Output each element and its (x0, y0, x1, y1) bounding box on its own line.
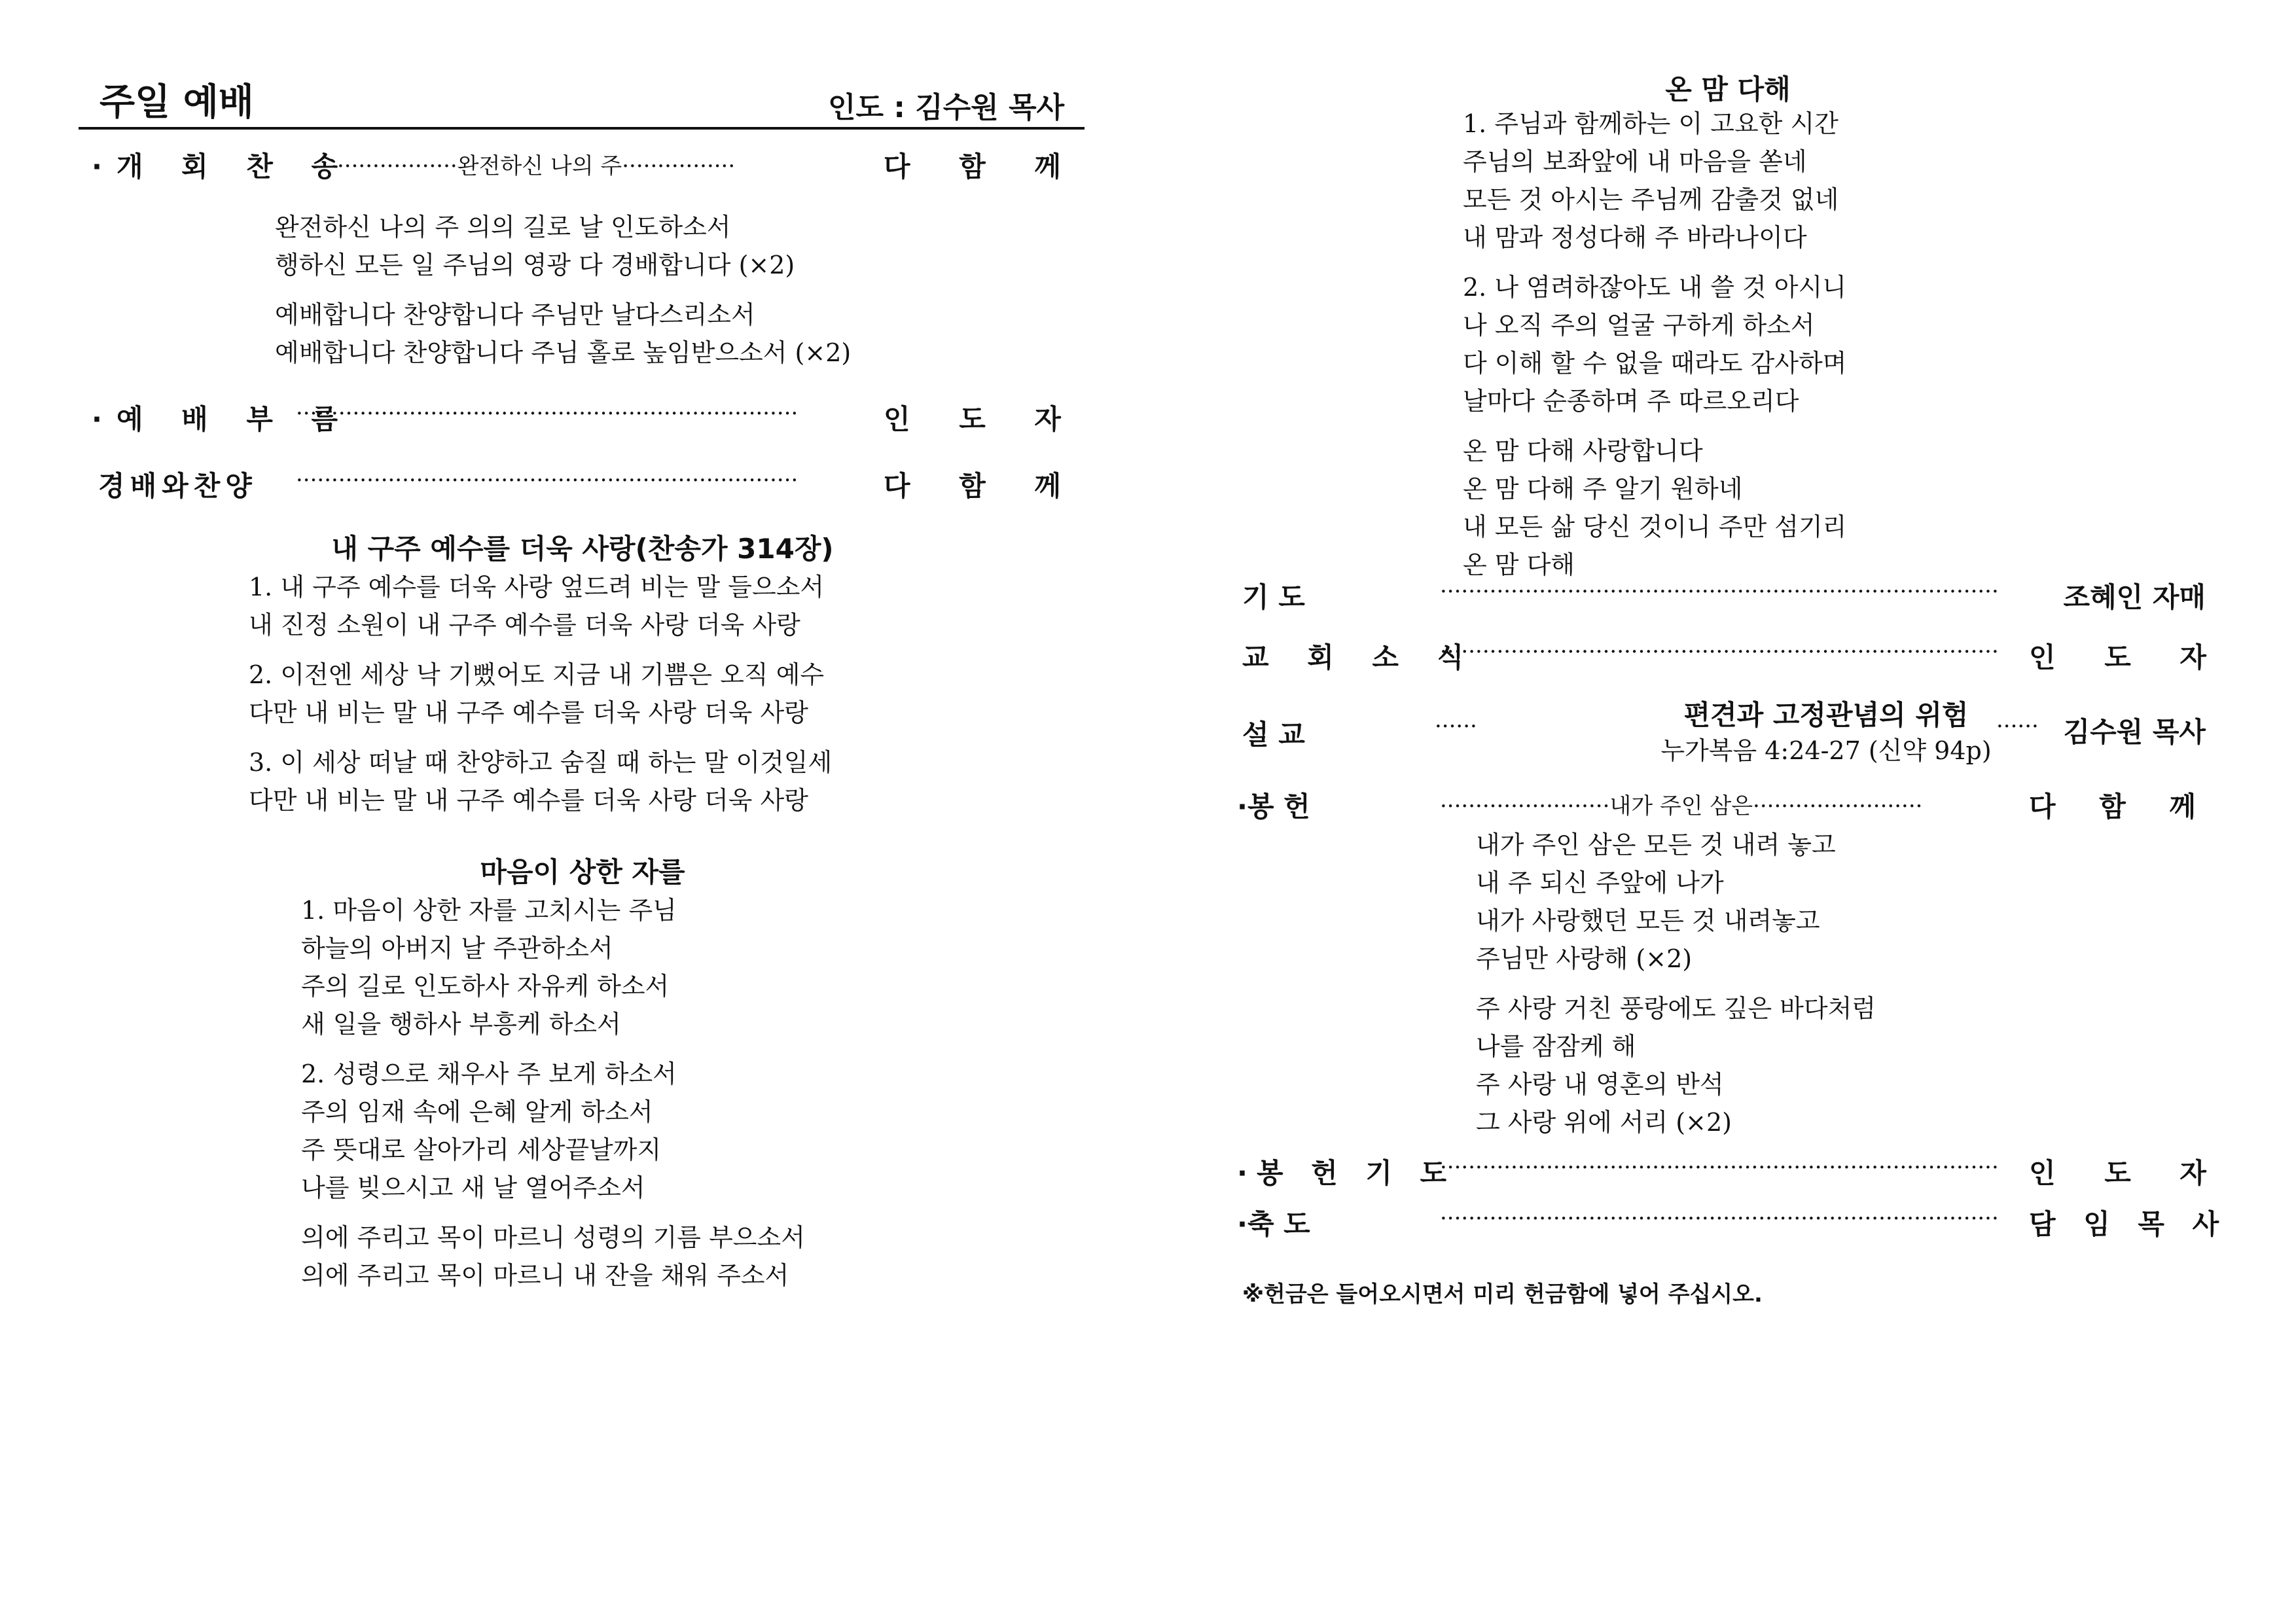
lyric-line: 나를 빚으시고 새 날 열어주소서 (301, 1173, 645, 1202)
prayer-label: 기 도 (1242, 581, 1305, 613)
song3-lyrics (1463, 105, 1846, 584)
song3-title: 온 맘 다해 (1665, 73, 1791, 105)
lyric-line: 다만 내 비는 말 내 구주 예수를 더욱 사랑 더욱 사랑 (249, 786, 808, 815)
benediction-label: ·축 도 (1237, 1208, 1310, 1240)
lyric-line: 주님만 사랑해 (×2) (1476, 944, 1693, 973)
sermon-label: 설 교 (1242, 719, 1305, 751)
lyric-line: 내 진정 소원이 내 구주 예수를 더욱 사랑 더욱 사랑 (249, 611, 800, 639)
praise-dots: ······································································· (296, 467, 798, 493)
sermon-dots-right: ······ (1996, 713, 2039, 740)
lyric-line: 하늘의 아버지 날 주관하소서 (301, 934, 613, 963)
lyric-line: 나 오직 주의 얼굴 구하게 하소서 (1463, 311, 1815, 340)
announcements-dots: ··············································································· (1440, 639, 1999, 665)
announcements-label: 교 회 소 식 (1242, 641, 1479, 673)
lyric-line: 1. 내 구주 예수를 더욱 사랑 엎드려 비는 말 들으소서 (249, 573, 825, 601)
opening-hymn-label: ·개 회 찬 송 (92, 151, 353, 183)
page-title: 주일 예배 (99, 81, 254, 124)
lyric-line: 내 모든 삶 당신 것이니 주만 섬기리 (1463, 512, 1847, 541)
praise-who: 다 함 께 (884, 470, 1081, 502)
lyric-line: 주 사랑 내 영혼의 반석 (1476, 1070, 1724, 1099)
lyric-line: 주의 임재 속에 은혜 알게 하소서 (301, 1097, 653, 1126)
offering-prayer-dots: ··············································································· (1440, 1154, 1999, 1181)
opening-hymn-who: 다 함 께 (884, 151, 1081, 183)
song1-title: 내 구주 예수를 더욱 사랑(찬송가 314장) (331, 533, 834, 565)
lyric-line: 주 사랑 거친 풍랑에도 깊은 바다처럼 (1476, 994, 1876, 1023)
benediction-who: 담 임 목 사 (2029, 1208, 2229, 1240)
benediction-dots: ··············································································· (1440, 1205, 1999, 1232)
offering-lyrics (1476, 826, 1876, 1141)
lyric-line: 모든 것 아시는 주님께 감출것 없네 (1463, 185, 1839, 214)
lyric-line: 2. 이전엔 세상 낙 기뻤어도 지금 내 기쁨은 오직 예수 (249, 660, 825, 689)
lyric-line: 예배합니다 찬양합니다 주님만 날다스리소서 (275, 300, 755, 329)
lyric-line: 예배합니다 찬양합니다 주님 홀로 높임받으소서 (×2) (275, 338, 852, 367)
prayer-who: 조혜인 자매 (2063, 581, 2206, 613)
offering-song: ························내가 주인 삼은························ (1440, 793, 1923, 819)
sermon-dots-left: ······ (1435, 713, 1477, 740)
opening-hymn-song: ·················완전하신 나의 주················ (337, 153, 736, 179)
lyric-line: 주의 길로 인도하사 자유케 하소서 (301, 972, 670, 1001)
lyric-line: 새 일을 행하사 부흥케 하소서 (301, 1010, 621, 1039)
offering-who: 다 함 께 (2029, 791, 2213, 823)
lyric-line: 내 주 되신 주앞에 나가 (1476, 868, 1724, 897)
worship-leader: 인도 : 김수원 목사 (828, 91, 1065, 124)
call-to-worship-dots: ······································································· (296, 401, 798, 427)
lyric-line: 주님의 보좌앞에 내 마음을 쏟네 (1463, 147, 1807, 176)
song2-lyrics (301, 891, 805, 1294)
sermon-title: 편견과 고정관념의 위험 (1683, 699, 1969, 731)
lyric-line: 내 맘과 정성다해 주 바라나이다 (1463, 223, 1807, 252)
lyric-line: 2. 나 염려하잖아도 내 쓸 것 아시니 (1463, 273, 1846, 302)
lyric-line: 주 뜻대로 살아가리 세상끝날까지 (301, 1135, 662, 1164)
lyric-line: 다만 내 비는 말 내 구주 예수를 더욱 사랑 더욱 사랑 (249, 698, 808, 727)
prayer-dots: ··············································································· (1440, 579, 1999, 605)
lyric-line: 1. 주님과 함께하는 이 고요한 시간 (1463, 109, 1839, 138)
lyric-line: 온 맘 다해 주 알기 원하네 (1463, 474, 1743, 503)
lyric-line: 1. 마음이 상한 자를 고치시는 주님 (301, 896, 677, 925)
lyric-line: 3. 이 세상 떠날 때 찬양하고 숨질 때 하는 말 이것일세 (249, 748, 833, 777)
sermon-preacher: 김수원 목사 (2063, 716, 2206, 748)
announcements-who: 인 도 자 (2029, 641, 2226, 673)
offering-note: ※헌금은 들어오시면서 미리 헌금함에 넣어 주십시오. (1242, 1281, 1763, 1308)
offering-prayer-label: ·봉 헌 기 도 (1237, 1157, 1456, 1189)
lyric-line: 의에 주리고 목이 마르니 성령의 기름 부으소서 (301, 1223, 805, 1252)
lyric-line: 2. 성령으로 채우사 주 보게 하소서 (301, 1060, 677, 1088)
song2-title: 마음이 상한 자를 (480, 856, 685, 888)
praise-label: 경배와찬양 (98, 470, 257, 502)
opening-hymn-lyrics (275, 208, 851, 372)
lyric-line: 날마다 순종하며 주 따르오리다 (1463, 387, 1799, 416)
lyric-line: 의에 주리고 목이 마르니 내 잔을 채워 주소서 (301, 1261, 789, 1290)
lyric-line: 나를 잠잠케 해 (1476, 1032, 1636, 1061)
call-to-worship-who: 인 도 자 (884, 403, 1081, 435)
lyric-line: 그 사랑 위에 서리 (×2) (1476, 1108, 1732, 1137)
lyric-line: 내가 주인 삼은 모든 것 내려 놓고 (1476, 830, 1836, 859)
lyric-line: 다 이해 할 수 없을 때라도 감사하며 (1463, 349, 1847, 378)
call-to-worship-label: ·예 배 부 름 (92, 403, 353, 435)
song1-lyrics (249, 568, 832, 819)
offering-label: ·봉 헌 (1237, 791, 1310, 823)
title-rule (79, 127, 1085, 130)
lyric-line: 완전하신 나의 주 의의 길로 날 인도하소서 (275, 213, 731, 241)
lyric-line: 내가 사랑했던 모든 것 내려놓고 (1476, 906, 1820, 935)
lyric-line: 행하신 모든 일 주님의 영광 다 경배합니다 (×2) (275, 251, 795, 279)
lyric-line: 온 맘 다해 (1463, 550, 1575, 579)
sermon-scripture: 누가복음 4:24-27 (신약 94p) (1660, 736, 1992, 765)
lyric-line: 온 맘 다해 사랑합니다 (1463, 437, 1703, 465)
offering-prayer-who: 인 도 자 (2029, 1157, 2226, 1189)
